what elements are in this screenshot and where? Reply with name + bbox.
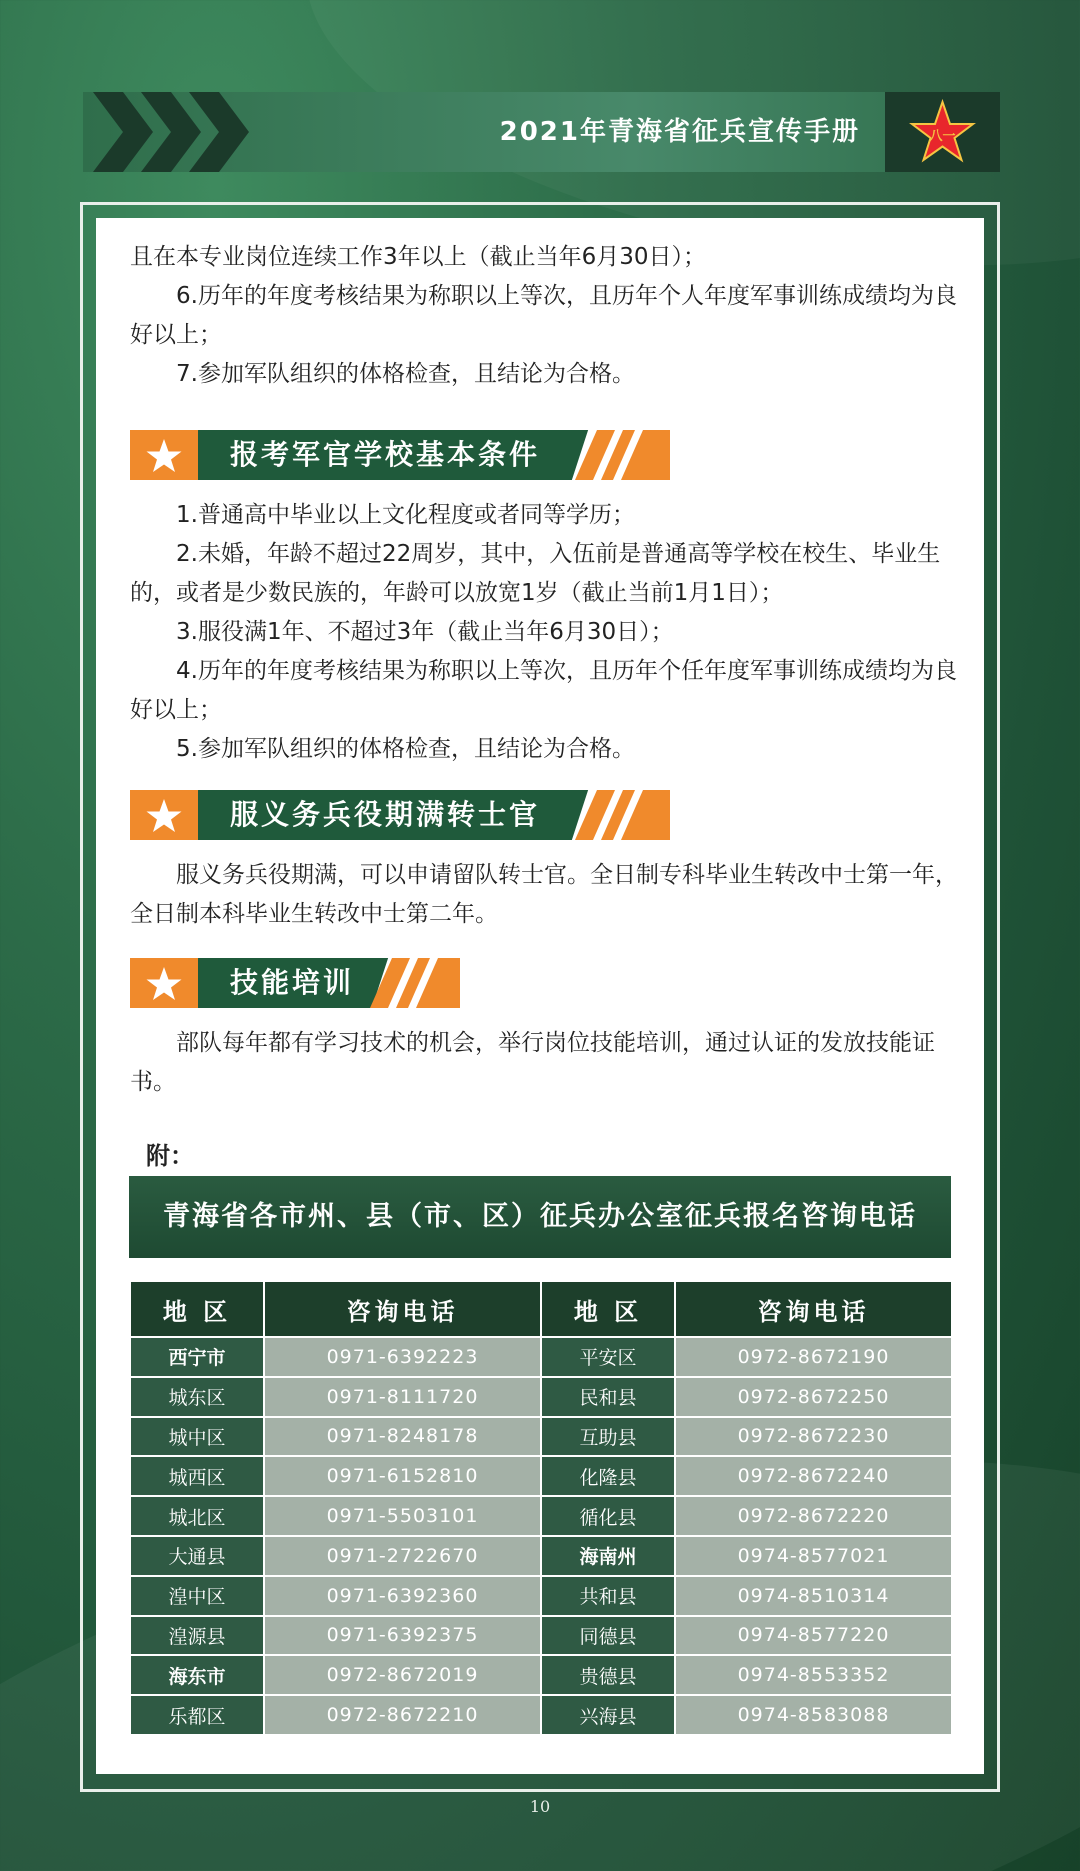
paragraph: 2.未婚，年龄不超过22周岁，其中，入伍前是普通高等学校在校生、毕业生的，或者是少数民族的，年龄可以放宽1岁（截止当前1月1日）；: [130, 541, 941, 606]
section-title: 技能培训: [230, 966, 355, 999]
region-cell: 湟中区: [130, 1576, 264, 1616]
region-cell: 城东区: [130, 1377, 264, 1417]
region-cell: 民和县: [541, 1377, 675, 1417]
paragraph: 3.服役满1年、不超过3年（截止当年6月30日）；: [176, 619, 674, 645]
paragraph: 1.普通高中毕业以上文化程度或者同等学历；: [176, 502, 635, 528]
region-cell: 湟源县: [130, 1616, 264, 1656]
region-cell: 乐都区: [130, 1695, 264, 1735]
region-cell: 互助县: [541, 1417, 675, 1457]
phone-cell: 0971-6392223: [264, 1337, 541, 1377]
region-cell: 城中区: [130, 1417, 264, 1457]
section-title: 报考军官学校基本条件: [230, 438, 541, 471]
phone-cell: 0972-8672230: [675, 1417, 952, 1457]
phone-cell: 0972-8672210: [264, 1695, 541, 1735]
star-badge: [130, 958, 198, 1008]
appendix-label: 附：: [146, 1142, 194, 1170]
army-emblem: [885, 92, 1000, 172]
phone-cell: 0972-8672220: [675, 1496, 952, 1536]
region-cell: 平安区: [541, 1337, 675, 1377]
region-cell: 贵德县: [541, 1655, 675, 1695]
table-row: [130, 1695, 952, 1735]
region-cell: 城西区: [130, 1456, 264, 1496]
star-badge: [130, 790, 198, 840]
content-panel: [96, 218, 984, 1774]
section-header: [130, 790, 670, 840]
table-title: 青海省各市州、县（市、区）征兵办公室征兵报名咨询电话: [129, 1176, 951, 1258]
phone-cell: 0972-8672240: [675, 1456, 952, 1496]
table-row: [130, 1536, 952, 1576]
paragraph: 部队每年都有学习技术的机会，举行岗位技能培训，通过认证的发放技能证书。: [130, 1030, 935, 1095]
table-row: [130, 1377, 952, 1417]
column-header: 咨询电话: [264, 1281, 541, 1337]
paragraph: 服义务兵役期满，可以申请留队转士官。全日制专科毕业生转改中士第一年，全日制本科毕业生转改中士第二年。: [130, 862, 958, 927]
paragraph: 4.历年的年度考核结果为称职以上等次，且历年个任年度军事训练成绩均为良好以上；: [130, 658, 957, 723]
region-cell: 西宁市: [130, 1337, 264, 1377]
table-row: [130, 1576, 952, 1616]
section-header: [130, 430, 670, 480]
region-cell: 共和县: [541, 1576, 675, 1616]
page-number: 10: [529, 1797, 551, 1816]
region-cell: 城北区: [130, 1496, 264, 1536]
section-body: [130, 856, 960, 934]
svg-text:八一: 八一: [929, 129, 956, 144]
phone-cell: 0971-6152810: [264, 1456, 541, 1496]
table-header-row: [130, 1281, 952, 1337]
phone-cell: 0974-8583088: [675, 1695, 952, 1735]
table-row: [130, 1337, 952, 1377]
phone-cell: 0972-8672019: [264, 1655, 541, 1695]
table-body: [130, 1337, 952, 1735]
phone-cell: 0972-8672190: [675, 1337, 952, 1377]
phone-cell: 0974-8577220: [675, 1616, 952, 1656]
phone-table: [129, 1280, 953, 1736]
header-bar: [83, 92, 1000, 172]
chevron-arrows-icon: [93, 92, 263, 172]
intro-paragraphs: [130, 238, 960, 394]
star-icon: [130, 790, 198, 840]
region-cell: 循化县: [541, 1496, 675, 1536]
phone-cell: 0971-6392375: [264, 1616, 541, 1656]
red-star-icon: [885, 92, 1000, 172]
paragraph: 7.参加军队组织的体格检查，且结论为合格。: [176, 361, 635, 387]
star-badge: [130, 430, 198, 480]
phone-cell: 0974-8577021: [675, 1536, 952, 1576]
handbook-title: 2021年青海省征兵宣传手册: [499, 117, 860, 147]
stripes-icon: [575, 430, 670, 480]
stripes-icon: [370, 958, 460, 1008]
star-icon: [130, 958, 198, 1008]
phone-cell: 0974-8553352: [675, 1655, 952, 1695]
region-cell: 海东市: [130, 1655, 264, 1695]
table-row: [130, 1616, 952, 1656]
phone-cell: 0971-2722670: [264, 1536, 541, 1576]
table-row: [130, 1496, 952, 1536]
region-cell: 同德县: [541, 1616, 675, 1656]
stripes-icon: [575, 790, 670, 840]
phone-cell: 0971-5503101: [264, 1496, 541, 1536]
phone-cell: 0971-8111720: [264, 1377, 541, 1417]
column-header: 地 区: [130, 1281, 264, 1337]
phone-cell: 0974-8510314: [675, 1576, 952, 1616]
phone-cell: 0972-8672250: [675, 1377, 952, 1417]
column-header: 地 区: [541, 1281, 675, 1337]
section-body: [130, 496, 960, 769]
paragraph: 6.历年的年度考核结果为称职以上等次，且历年个人年度军事训练成绩均为良好以上；: [130, 283, 957, 348]
paragraph: 5.参加军队组织的体格检查，且结论为合格。: [176, 736, 635, 762]
region-cell: 化隆县: [541, 1456, 675, 1496]
phone-cell: 0971-8248178: [264, 1417, 541, 1457]
region-cell: 大通县: [130, 1536, 264, 1576]
section-header: [130, 958, 460, 1008]
table-row: [130, 1456, 952, 1496]
section-title: 服义务兵役期满转士官: [230, 798, 541, 831]
column-header: 咨询电话: [675, 1281, 952, 1337]
paragraph: 且在本专业岗位连续工作3年以上（截止当年6月30日）；: [130, 244, 707, 270]
table-row: [130, 1417, 952, 1457]
table-row: [130, 1655, 952, 1695]
region-cell: 兴海县: [541, 1695, 675, 1735]
section-body: [130, 1024, 960, 1102]
star-icon: [130, 430, 198, 480]
region-cell: 海南州: [541, 1536, 675, 1576]
phone-cell: 0971-6392360: [264, 1576, 541, 1616]
